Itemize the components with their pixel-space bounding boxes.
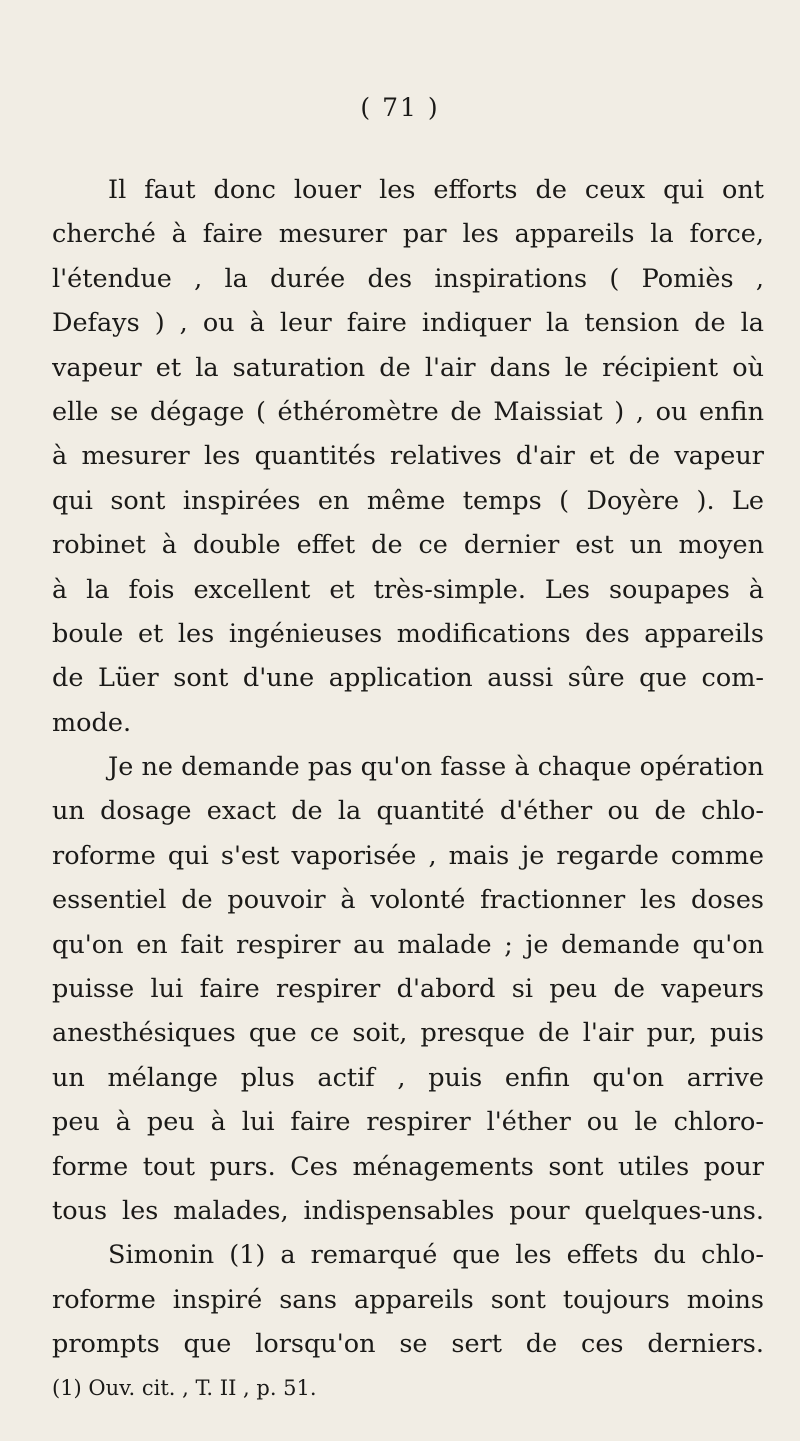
text-line: roforme qui s'est vaporisée , mais je regarde comme	[52, 840, 764, 871]
text-line: Defays ) , ou à leur faire indiquer la tension de la	[52, 308, 764, 339]
footnote: (1) Ouv. cit. , T. II , p. 51.	[52, 1376, 317, 1400]
text-line: mode.	[52, 707, 132, 738]
text-line: peu à peu à lui faire respirer l'éther ou le chloro-	[52, 1107, 764, 1138]
text-line: vapeur et la saturation de l'air dans le récipient où	[52, 352, 764, 383]
text-line: qu'on en fait respirer au malade ; je demande qu'on	[52, 929, 764, 960]
text-line: Simonin (1) a remarqué que les effets du chlo-	[108, 1240, 764, 1271]
text-line: anesthésiques que ce soit, presque de l'air pur, puis	[52, 1018, 764, 1049]
text-line: Il faut donc louer les efforts de ceux qui ont	[108, 175, 764, 205]
text-line: tous les malades, indispensables pour quelques-uns.	[52, 1195, 764, 1226]
text-line: à la fois excellent et très-simple. Les soupapes à	[52, 574, 764, 605]
text-line: boule et les ingénieuses modifications des appareils	[52, 618, 764, 649]
text-line: forme tout purs. Ces ménagements sont utiles pour	[52, 1151, 764, 1182]
page-number: ( 71 )	[360, 93, 440, 122]
text-line: cherché à faire mesurer par les appareils la force,	[52, 219, 764, 250]
text-line: à mesurer les quantités relatives d'air et de vapeur	[52, 441, 764, 472]
text-line: prompts que lorsqu'on se sert de ces derniers.	[52, 1329, 764, 1360]
text-line: un mélange plus actif , puis enfin qu'on arrive	[52, 1062, 764, 1093]
text-line: elle se dégage ( éthéromètre de Maissiat ) , ou enfin	[52, 396, 764, 427]
text-line: essentiel de pouvoir à volonté fractionner les doses	[52, 885, 764, 916]
text-line: Je ne demande pas qu'on fasse à chaque opération	[108, 752, 764, 783]
text-line: qui sont inspirées en même temps ( Doyère ). Le	[52, 485, 764, 516]
text-line: robinet à double effet de ce dernier est un moyen	[52, 530, 764, 561]
text-line: un dosage exact de la quantité d'éther ou de chlo-	[52, 796, 764, 827]
text-line: de Lüer sont d'une application aussi sûre que com-	[52, 663, 764, 694]
body-text	[52, 168, 764, 1367]
text-line: l'étendue , la durée des inspirations ( Pomiès ,	[52, 263, 764, 294]
text-line: puisse lui faire respirer d'abord si peu de vapeurs	[52, 974, 764, 1005]
text-line: roforme inspiré sans appareils sont toujours moins	[52, 1284, 764, 1315]
